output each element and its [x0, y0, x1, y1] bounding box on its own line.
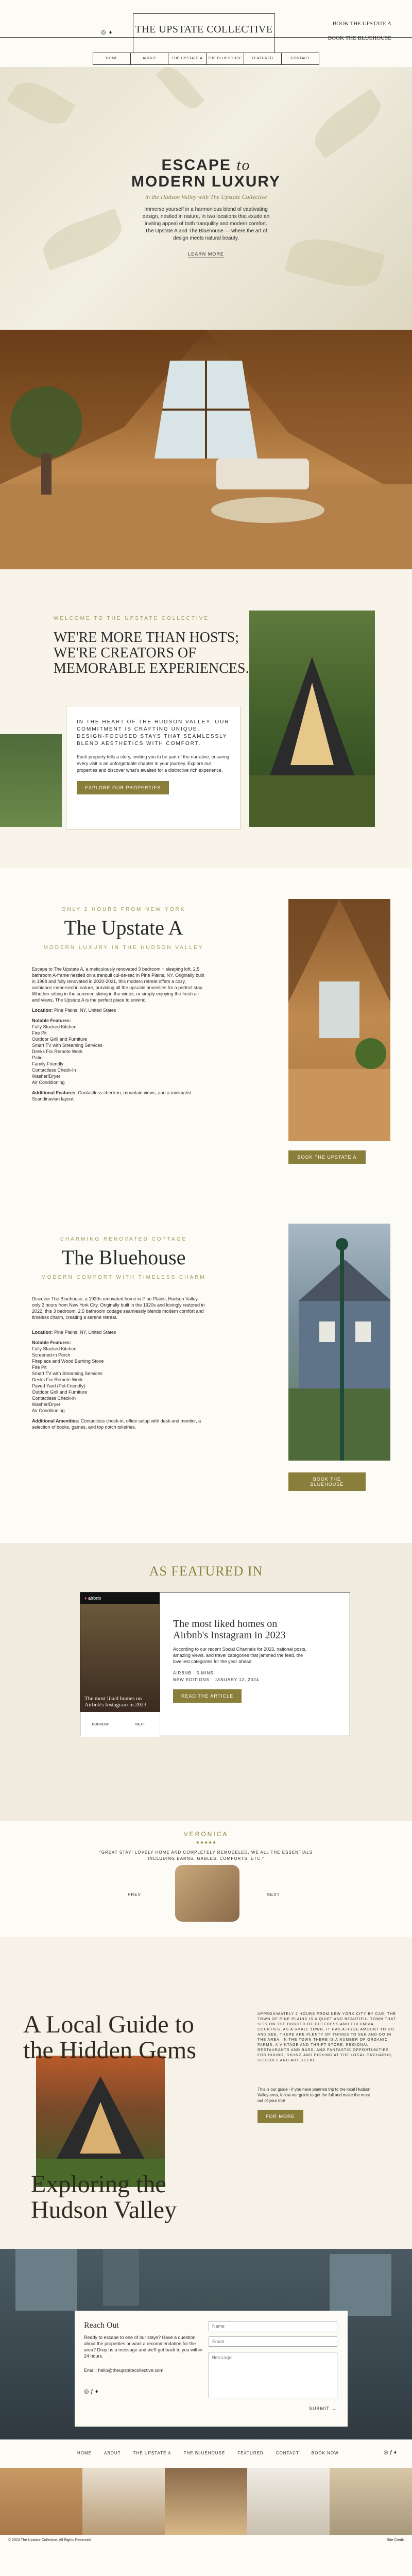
contact-email: Email: hello@theupstatecollective.com: [84, 2368, 164, 2373]
explore-properties-button[interactable]: EXPLORE OUR PROPERTIES: [77, 781, 169, 794]
upstate-a-section: [0, 868, 412, 1224]
bluehouse-title: The Bluehouse: [61, 1246, 186, 1269]
contact-social-icons: [84, 2388, 98, 2395]
airbnb-icon[interactable]: ♦: [109, 29, 112, 36]
guide-title-top: [23, 2012, 196, 2063]
upstate-a-photo: [288, 899, 390, 1141]
feature-item: Fireplace and Wood Burning Stove: [32, 1359, 104, 1364]
nav-upstate-a[interactable]: THE UPSTATE A: [168, 53, 206, 64]
contact-body: Ready to escape to one of our stays? Have a question about the properties or want a recommendation for the area? Drop us a message and we'll get back to you within 24 hours.: [84, 2335, 202, 2359]
about-tagline: IN THE HEART OF THE HUDSON VALLEY, OUR COMMITMENT IS CRAFTING UNIQUE, DESIGN-FOCUSED STAYS THAT SEAMLESSLY BLEND AESTHETICS WITH COMFORT.: [77, 719, 230, 747]
thumbnail-caption: The most liked homes on Airbnb's Instagram in 2023: [84, 1696, 147, 1708]
guide-title-line: the Hidden Gems: [23, 2037, 196, 2064]
feature-item: Fully Stocked Kitchen: [32, 1024, 77, 1029]
site-header: [0, 0, 412, 67]
nav-featured[interactable]: FEATURED: [244, 53, 282, 64]
feature-item: Outdoor Grill and Furniture: [32, 1037, 88, 1042]
gallery-photo: [82, 2468, 165, 2535]
gallery-photo: [165, 2468, 247, 2535]
gallery-photo: [330, 2468, 412, 2535]
bluehouse-section: [0, 1224, 412, 1543]
guide-intro: APPROXIMATELY 2 HOURS FROM NEW YORK CITY BY CAR, THE TOWN OF PINE PLAINS IS A QUIET AND BEAUTIFUL TOWN THAT SITS ON THE BORDER OF DUTCHESS AND COLUMBIA COUNTIES. AS A SMALL TOWN, IT HAS A HUGE AMOUNT TO DO AND SEE. THERE ARE PLENTY OF THINGS TO SEE AND DO IN THE AREA. IN THE TOWN THERE IS A NUMBER OF ORGANIC FARMS, A VINTAGE AND THRIFT STORE, REGIONAL RESTAURANTS AND BARS, AND FANTASTIC OPPORTUNITIES FOR HIKING, SKIING AND PICKING AT THE LOCAL ORCHARDS, SCHOOLS AND ART SCENE.: [258, 2012, 396, 2062]
hero-subtitle: in the Hudson Valley with The Upstate Collective: [145, 193, 267, 200]
hero-heading-to: to: [236, 157, 251, 174]
footer-nav: [77, 2451, 339, 2455]
thumbnail-tabs: [80, 1713, 160, 1737]
next-review-button[interactable]: NEXT: [267, 1892, 280, 1897]
reviewer-name: VERONICA: [183, 1831, 229, 1838]
review-photo: [175, 1865, 239, 1922]
instagram-icon[interactable]: ◎: [84, 2388, 89, 2395]
airbnb-icon[interactable]: ♦: [95, 2388, 98, 2395]
nav-home[interactable]: HOME: [93, 53, 131, 64]
review-quote: "GREAT STAY! LOVELY HOME AND COMPLETELY REMODELED. WE ALL THE ESSENTIALS INCLUDING BARNS, GABLES, COMFORTS, ETC.": [99, 1850, 313, 1861]
main-nav: [93, 53, 319, 65]
article-date: NEW EDITIONS · JANUARY 12, 2024: [173, 1677, 260, 1682]
bluehouse-description: Discover The Bluehouse, a 1920s renovated home in Pine Plains, Hudson Valley, only 2 hours from New York City. Originally built in the 1920s and lovingly restored in 2022, this 3 bedroom, 2.5 bathroom cottage seamlessly blends modern comfort and timeless charm, creating a serene retreat.: [32, 1296, 205, 1320]
submit-button[interactable]: SUBMIT →: [309, 2406, 337, 2411]
article-thumbnail[interactable]: [80, 1592, 160, 1737]
contact-heading: Reach Out: [84, 2321, 119, 2330]
upstate-a-eyebrow: ONLY 2 HOURS FROM NEW YORK: [61, 907, 186, 912]
features-label: Notable Features:: [32, 1018, 72, 1023]
upstate-a-subtitle: MODERN LUXURY IN THE HUDSON VALLEY: [43, 945, 204, 951]
feature-item: Outdoor Grill and Furniture: [32, 1389, 88, 1395]
read-article-button[interactable]: READ THE ARTICLE: [173, 1689, 242, 1703]
about-heading-line: WE'RE CREATORS OF: [54, 645, 196, 661]
footer-nav-contact[interactable]: CONTACT: [276, 2451, 299, 2455]
bluehouse-details: [32, 1329, 207, 1430]
guide-title-line: Hudson Valley: [31, 2196, 177, 2224]
contact-card: [75, 2311, 348, 2427]
hero-heading: [0, 157, 412, 190]
feature-item: Washer/Dryer: [32, 1074, 61, 1079]
gallery-photo: [0, 2468, 82, 2535]
thumbnail-tab[interactable]: BORROW: [92, 1723, 109, 1726]
guide-more-button[interactable]: FOR MORE: [258, 2110, 303, 2123]
testimonial-section: [0, 1821, 412, 1937]
upstate-a-description: Escape to The Upstate A, a meticulously renovated 3 bedroom + sleeping loft, 2.5 bathroom A-frame nestled on a tranquil cul-de-sac in Pine Plains, NY. Originally built in 1968 and fully renovated in 2020-2021, this modern retreat offers a cozy, ambiance immersed in nature, providing all the upscale amenities for a perfect stay. Whether sitting in the summer, skiing in the winter, or simply enjoying the fresh air and views, The Upstate A is the perfect place to unwind.: [32, 967, 204, 1003]
book-upstate-a-link[interactable]: BOOK THE UPSTATE A: [332, 21, 391, 27]
nav-bluehouse[interactable]: THE BLUEHOUSE: [207, 53, 244, 64]
location-value: Pine Plains, NY, United States: [54, 1330, 116, 1335]
nav-contact[interactable]: CONTACT: [290, 57, 310, 60]
feature-item: Screened-in Porch: [32, 1352, 71, 1358]
feature-item: Desks For Remote Work: [32, 1377, 83, 1382]
article-byline: AIRBNB · 5 MINS: [173, 1671, 214, 1675]
learn-more-link[interactable]: LEARN MORE: [188, 251, 224, 258]
feature-item: Smart TV with Streaming Services: [32, 1043, 102, 1048]
name-input[interactable]: [209, 2321, 337, 2331]
leaf-decoration: [7, 74, 76, 132]
featured-heading: AS FEATURED IN: [149, 1564, 263, 1579]
about-eyebrow: WELCOME TO THE UPSTATE COLLECTIVE: [54, 616, 210, 621]
guide-photo: [36, 2056, 165, 2187]
facebook-icon[interactable]: ƒ: [90, 2388, 94, 2395]
site-title[interactable]: THE UPSTATE COLLECTIVE: [135, 24, 273, 35]
site-footer: [0, 2439, 412, 2547]
location-label: Location:: [32, 1330, 53, 1335]
thumbnail-tab[interactable]: NEXT: [135, 1723, 145, 1726]
additional-label: Additional Features:: [32, 1090, 77, 1095]
book-bluehouse-link[interactable]: BOOK THE BLUEHOUSE: [328, 35, 391, 41]
article-summary: According to our recent Social Channels for 2023, national posts, amazing views, and travel categories that jammed the feed, the loveliest categories for the year ahead.: [173, 1647, 307, 1664]
additional-value: Contactless check-in, office setup with desk and monitor, a selection of books, games, and top notch toiletries.: [32, 1418, 201, 1430]
guide-body: This is our guide - if you have planned trip to the local Hudson Valley area, follow our guide to get the full and make the most out of your trip!: [258, 2087, 371, 2103]
book-upstate-a-button[interactable]: BOOK THE UPSTATE A: [288, 1150, 366, 1164]
about-section: [0, 569, 412, 868]
nav-about[interactable]: ABOUT: [131, 53, 168, 64]
about-heading-line: WE'RE MORE THAN HOSTS;: [54, 630, 239, 646]
footer-social-icons: [384, 2450, 397, 2455]
feature-item: Smart TV with Streaming Services: [32, 1371, 102, 1376]
book-bluehouse-button[interactable]: BOOK THE BLUEHOUSE: [288, 1472, 366, 1491]
social-icons: [101, 29, 112, 36]
feature-item: Family Friendly: [32, 1061, 64, 1066]
bluehouse-photo: [288, 1224, 390, 1461]
thumbnail-brand: airbnb: [88, 1596, 101, 1601]
hero-heading-line2: MODERN LUXURY: [131, 173, 281, 190]
feature-item: Fully Stocked Kitchen: [32, 1346, 77, 1351]
featured-card: [80, 1592, 350, 1736]
footer-gallery: [0, 2468, 412, 2535]
additional-label: Additional Amenities:: [32, 1418, 80, 1423]
footer-nav-about[interactable]: ABOUT: [104, 2451, 121, 2455]
facebook-icon[interactable]: ƒ: [389, 2450, 393, 2455]
feature-item: Contactless Check-In: [32, 1067, 76, 1073]
feature-item: Air Conditioning: [32, 1408, 65, 1413]
feature-item: Patio: [32, 1055, 43, 1060]
article-title: The most liked homes on Airbnb's Instagram in 2023: [173, 1618, 286, 1641]
footer-nav-featured[interactable]: FEATURED: [237, 2451, 264, 2455]
about-card: [66, 706, 241, 829]
site-credit[interactable]: Site Credit: [387, 2538, 404, 2542]
thumbnail-header: [80, 1592, 160, 1604]
feature-item: Fire Pit: [32, 1030, 47, 1036]
additional-value: Contactless check-in, mountain views, and a minimalist Scandinavian layout.: [32, 1090, 192, 1101]
location-label: Location:: [32, 1008, 53, 1013]
feature-item: Paved Yard (Pet-Friendly): [32, 1383, 85, 1388]
gallery-photo: [247, 2468, 330, 2535]
footer-nav-home[interactable]: HOME: [77, 2451, 92, 2455]
location-value: Pine Plains, NY, United States: [54, 1008, 116, 1013]
guide-title-line: A Local Guide to: [23, 2011, 194, 2038]
guide-section: [0, 1937, 412, 2249]
instagram-icon[interactable]: ◎: [101, 29, 106, 36]
about-heading: [54, 630, 249, 676]
feature-item: Washer/Dryer: [32, 1402, 61, 1407]
prev-review-button[interactable]: PREV: [128, 1892, 141, 1897]
leaf-decoration: [307, 89, 388, 158]
leaf-decoration: [156, 67, 205, 114]
about-heading-line: MEMORABLE EXPERIENCES.: [54, 660, 249, 676]
feature-item: Fire Pit: [32, 1365, 47, 1370]
airbnb-icon[interactable]: ♦: [393, 2450, 397, 2455]
features-list: [32, 1024, 207, 1086]
airbnb-logo-icon: ♦: [84, 1596, 87, 1601]
copyright: © 2024 The Upstate Collective. All Rights Reserved.: [8, 2538, 92, 2542]
hero-section: [0, 67, 412, 330]
footer-nav-bluehouse[interactable]: THE BLUEHOUSE: [183, 2451, 226, 2455]
bluehouse-eyebrow: CHARMING RENOVATED COTTAGE: [60, 1236, 187, 1242]
feature-item: Air Conditioning: [32, 1080, 65, 1085]
forest-photo: [0, 734, 62, 827]
rating-stars: ★★★★★: [195, 1840, 217, 1845]
features-label: Notable Features:: [32, 1340, 72, 1345]
guide-title-line: Exploring the: [31, 2171, 166, 2198]
feature-item: Contactless Check-in: [32, 1396, 76, 1401]
contact-section: [0, 2249, 412, 2439]
a-frame-exterior-photo: [249, 611, 375, 827]
guide-title-bottom: [31, 2172, 177, 2223]
bluehouse-subtitle: MODERN COMFORT WITH TIMELESS CHARM: [41, 1275, 206, 1280]
message-input[interactable]: [209, 2352, 337, 2398]
feature-item: Desks For Remote Work: [32, 1049, 83, 1054]
about-body: Each property tells a story, inviting you to be part of the narrative, ensuring every visit is an unforgettable chapter in your journey. Explore our properties and discover what's awaited for a distinctive rich experience.: [77, 754, 229, 773]
hero-body: Immerse yourself in a harmonious blend of captivating design, nestled in nature, in two locations that exude an inviting appeal of both tranquility and modern comfort. The Upstate A and The Bluehouse — where the art of design meets natural beauty.: [142, 207, 270, 241]
upstate-a-details: [32, 1007, 207, 1102]
footer-nav-book[interactable]: BOOK NOW: [311, 2451, 339, 2455]
upstate-a-title: The Upstate A: [64, 916, 183, 939]
instagram-icon[interactable]: ◎: [384, 2450, 388, 2455]
a-frame-interior-photo: [0, 330, 412, 569]
footer-nav-upstate-a[interactable]: THE UPSTATE A: [133, 2451, 171, 2455]
features-list: [32, 1346, 207, 1414]
featured-section: [0, 1543, 412, 1821]
email-input[interactable]: [209, 2336, 337, 2347]
hero-heading-line1: ESCAPE: [161, 157, 231, 174]
